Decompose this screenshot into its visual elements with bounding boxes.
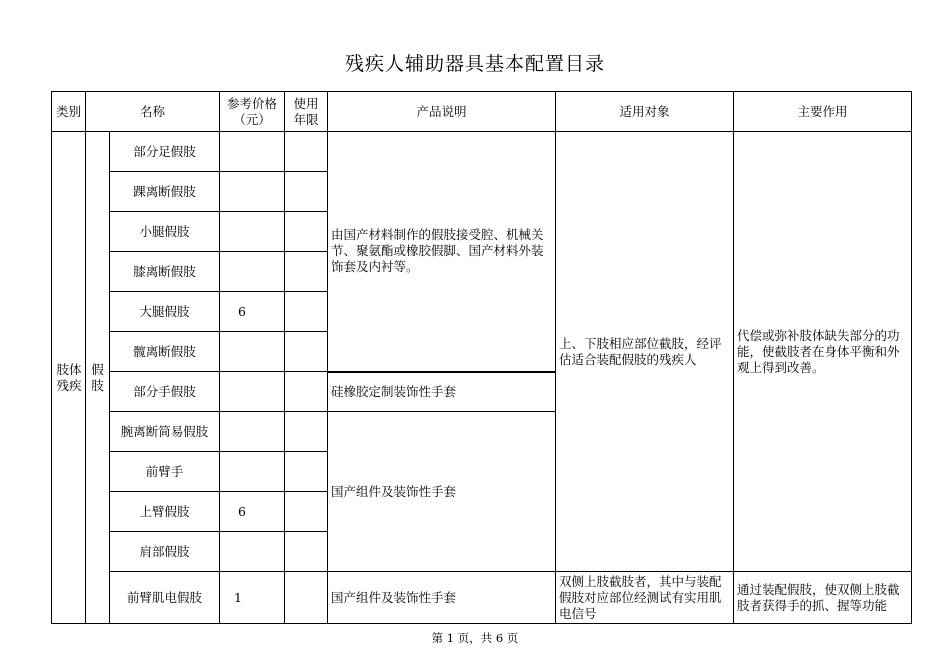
item-name: 膝离断假肢 bbox=[110, 252, 220, 292]
desc-upper-limb: 国产组件及装饰性手套 bbox=[328, 412, 556, 572]
item-name: 部分手假肢 bbox=[110, 372, 220, 412]
header-price-line2: （元） bbox=[233, 111, 271, 127]
item-life bbox=[285, 292, 328, 332]
table-row bbox=[52, 572, 912, 624]
header-category: 类别 bbox=[52, 92, 86, 132]
item-life bbox=[285, 372, 328, 412]
item-life bbox=[285, 412, 328, 452]
header-price-line1: 参考价格 bbox=[227, 95, 278, 111]
item-name: 小腿假肢 bbox=[110, 212, 220, 252]
page-footer: 第 1 页，共 6 页 bbox=[431, 631, 519, 645]
category-main-label: 肢体残疾 bbox=[56, 361, 82, 393]
desc-partial-hand: 硅橡胶定制装饰性手套 bbox=[328, 372, 556, 412]
item-name: 上臂假肢 bbox=[110, 492, 220, 532]
item-name: 踝离断假肢 bbox=[110, 172, 220, 212]
item-price bbox=[220, 172, 285, 212]
item-life bbox=[285, 332, 328, 372]
item-name: 大腿假肢 bbox=[110, 292, 220, 332]
table-row bbox=[52, 132, 912, 172]
category-sub bbox=[86, 132, 110, 624]
page-title: 残疾人辅助器具基本配置目录 bbox=[344, 53, 605, 75]
function-myoelectric: 通过装配假肢，使双侧上肢截肢者获得手的抓、握等功能 bbox=[734, 572, 912, 624]
header-name: 名称 bbox=[86, 92, 220, 132]
item-price bbox=[220, 452, 285, 492]
item-name: 部分足假肢 bbox=[110, 132, 220, 172]
desc-lower-limb: 由国产材料制作的假肢接受腔、机械关节、聚氨酯或橡胶假脚、国产材料外装饰套及内衬等。 bbox=[328, 132, 556, 372]
item-life bbox=[285, 172, 328, 212]
item-life bbox=[285, 212, 328, 252]
header-price bbox=[220, 92, 285, 132]
desc-myoelectric: 国产组件及装饰性手套 bbox=[328, 572, 556, 624]
header-life-line2: 年限 bbox=[293, 111, 319, 127]
item-price: 6 bbox=[220, 292, 285, 332]
item-price: 1 bbox=[220, 572, 285, 624]
item-name: 前臂手 bbox=[110, 452, 220, 492]
header-description: 产品说明 bbox=[328, 92, 556, 132]
item-price bbox=[220, 132, 285, 172]
header-target: 适用对象 bbox=[556, 92, 734, 132]
item-life bbox=[285, 492, 328, 532]
function-general: 代偿或弥补肢体缺失部分的功能，使截肢者在身体平衡和外观上得到改善。 bbox=[734, 132, 912, 572]
item-life bbox=[285, 532, 328, 572]
item-life bbox=[285, 252, 328, 292]
target-myoelectric: 双侧上肢截肢者，其中与装配假肢对应部位经测试有实用肌电信号 bbox=[556, 572, 734, 624]
header-life-line1: 使用 bbox=[293, 95, 319, 111]
category-sub-label: 假肢 bbox=[91, 361, 104, 393]
item-life bbox=[285, 452, 328, 492]
item-price bbox=[220, 252, 285, 292]
item-name: 髋离断假肢 bbox=[110, 332, 220, 372]
item-price bbox=[220, 532, 285, 572]
item-price bbox=[220, 332, 285, 372]
item-name: 肩部假肢 bbox=[110, 532, 220, 572]
item-price bbox=[220, 372, 285, 412]
item-life bbox=[285, 572, 328, 624]
header-function: 主要作用 bbox=[734, 92, 912, 132]
item-price bbox=[220, 212, 285, 252]
item-name: 前臂肌电假肢 bbox=[110, 572, 220, 624]
header-row bbox=[52, 92, 912, 132]
item-price bbox=[220, 412, 285, 452]
item-name: 腕离断简易假肢 bbox=[110, 412, 220, 452]
item-life bbox=[285, 132, 328, 172]
header-life bbox=[285, 92, 328, 132]
catalog-table bbox=[51, 91, 912, 624]
category-main bbox=[52, 132, 86, 624]
item-price: 6 bbox=[220, 492, 285, 532]
target-general: 上、下肢相应部位截肢，经评估适合装配假肢的残疾人 bbox=[556, 132, 734, 572]
